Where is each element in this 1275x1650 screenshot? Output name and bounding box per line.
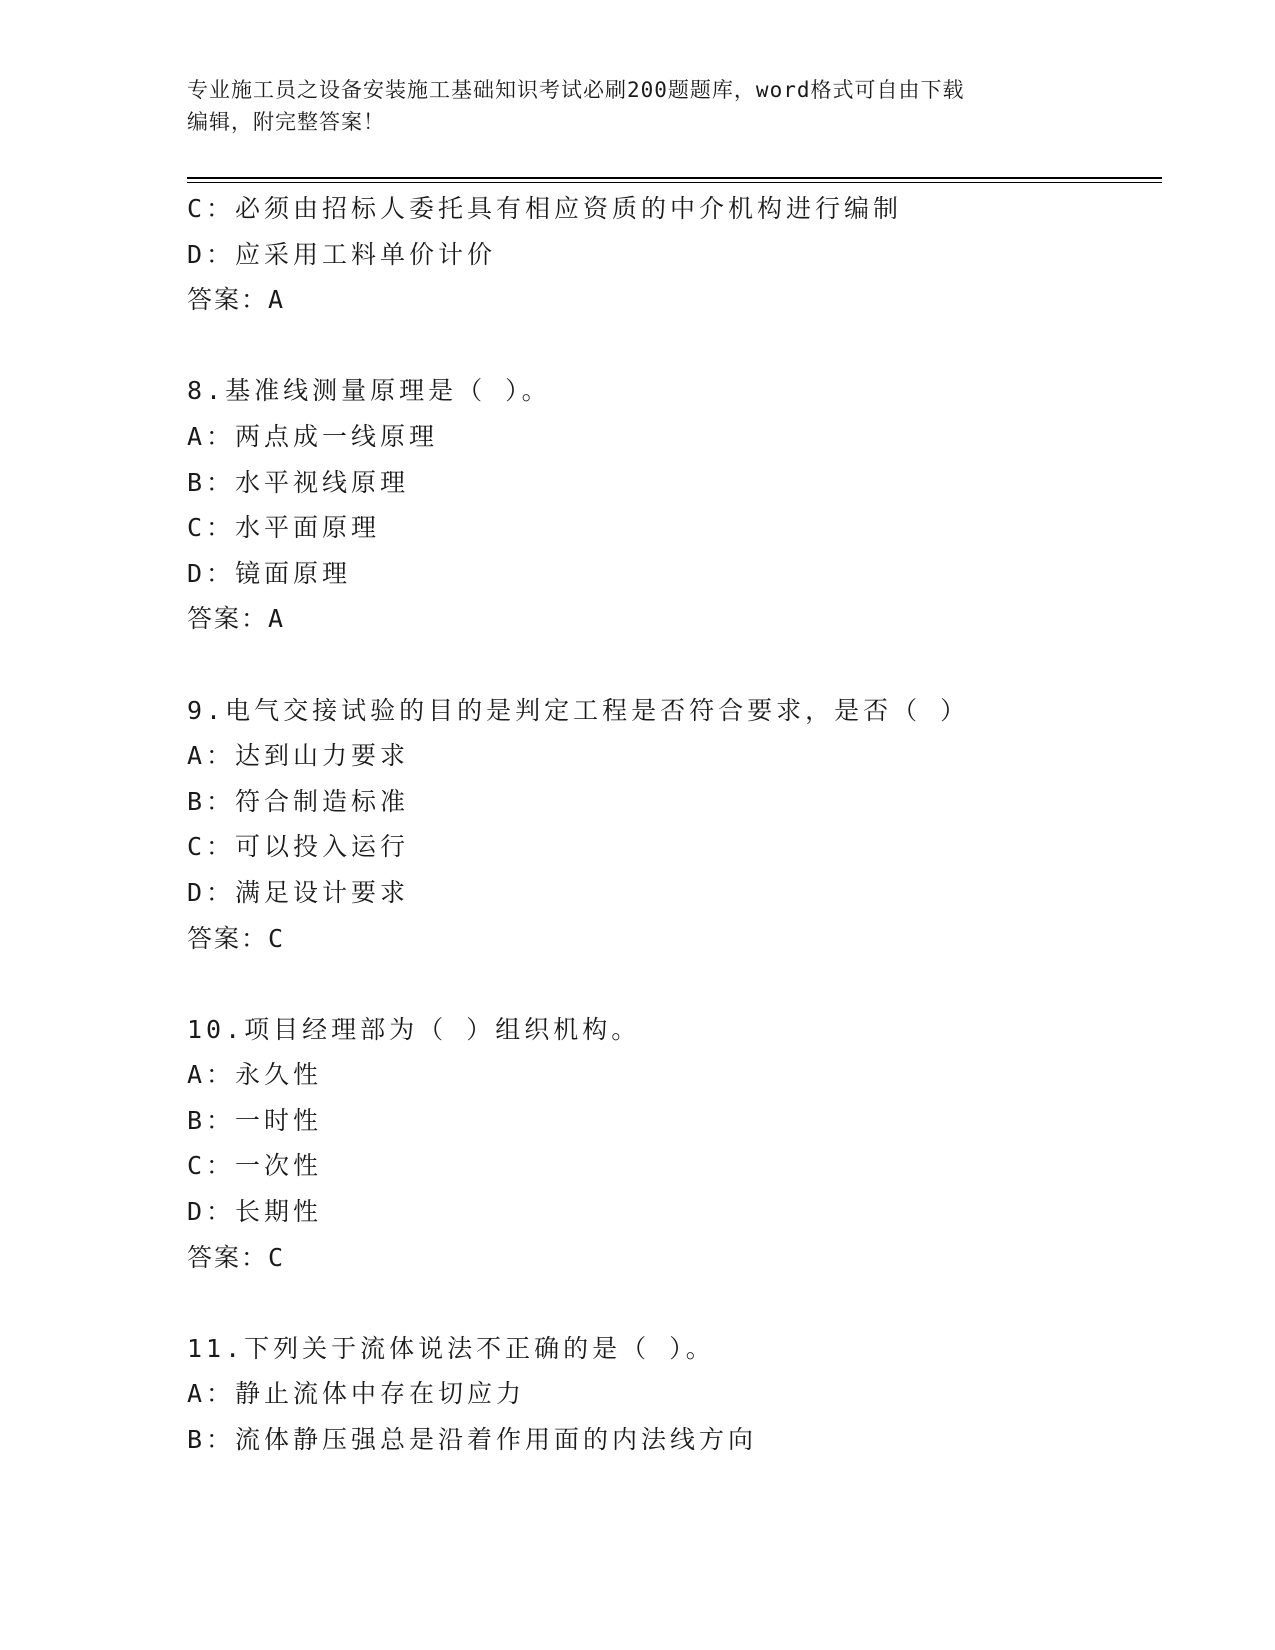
- option-d: D：长期性: [187, 1197, 323, 1227]
- question-8: [187, 368, 1162, 642]
- header-title-line-1: 专业施工员之设备安装施工基础知识考试必刷200题题库，word格式可自由下载: [187, 78, 965, 102]
- answer-line: 答案：C: [187, 1242, 286, 1272]
- option-a: A：达到山力要求: [187, 741, 410, 771]
- option-a: A：静止流体中存在切应力: [187, 1379, 526, 1409]
- header-title-line-2: 编辑，附完整答案！: [187, 110, 385, 134]
- option-c: C：必须由招标人委托具有相应资质的中介机构进行编制: [187, 194, 903, 223]
- option-c: C：水平面原理: [187, 513, 381, 543]
- option-c: C：一次性: [187, 1151, 323, 1181]
- option-b: B：符合制造标准: [187, 786, 410, 816]
- question-text: 11.下列关于流体说法不正确的是（ ）。: [187, 1333, 715, 1363]
- header-divider-thick: [187, 177, 1162, 179]
- answer-line: 答案：C: [187, 923, 286, 953]
- spacer: [187, 323, 1162, 369]
- question-text: 8.基准线测量原理是（ ）。: [187, 376, 551, 406]
- option-a: A：两点成一线原理: [187, 421, 439, 451]
- question-text: 9.电气交接试验的目的是判定工程是否符合要求，是否（ ）: [187, 695, 970, 725]
- question-9: [187, 688, 1162, 962]
- header-divider-thin: [187, 182, 1162, 183]
- option-c: C：可以投入运行: [187, 832, 410, 862]
- spacer: [187, 1280, 1162, 1326]
- answer-line: 答案：A: [187, 604, 286, 634]
- question-10: [187, 1007, 1162, 1281]
- document-header: [187, 74, 1087, 138]
- question-11-partial: [187, 1326, 1162, 1463]
- answer-line: 答案：A: [187, 285, 286, 315]
- option-d: D：满足设计要求: [187, 877, 410, 907]
- spacer: [187, 642, 1162, 688]
- spacer: [187, 961, 1162, 1007]
- option-b: B：水平视线原理: [187, 467, 410, 497]
- option-d: D：镜面原理: [187, 558, 352, 588]
- option-b: B：一时性: [187, 1105, 323, 1135]
- question-text: 10.项目经理部为（ ）组织机构。: [187, 1014, 641, 1044]
- option-d: D：应采用工料单价计价: [187, 239, 497, 269]
- option-b: B：流体静压强总是沿着作用面的内法线方向: [187, 1425, 758, 1455]
- question-list: [187, 186, 1162, 1463]
- option-a: A：永久性: [187, 1060, 323, 1090]
- question-7-partial: [187, 186, 1162, 323]
